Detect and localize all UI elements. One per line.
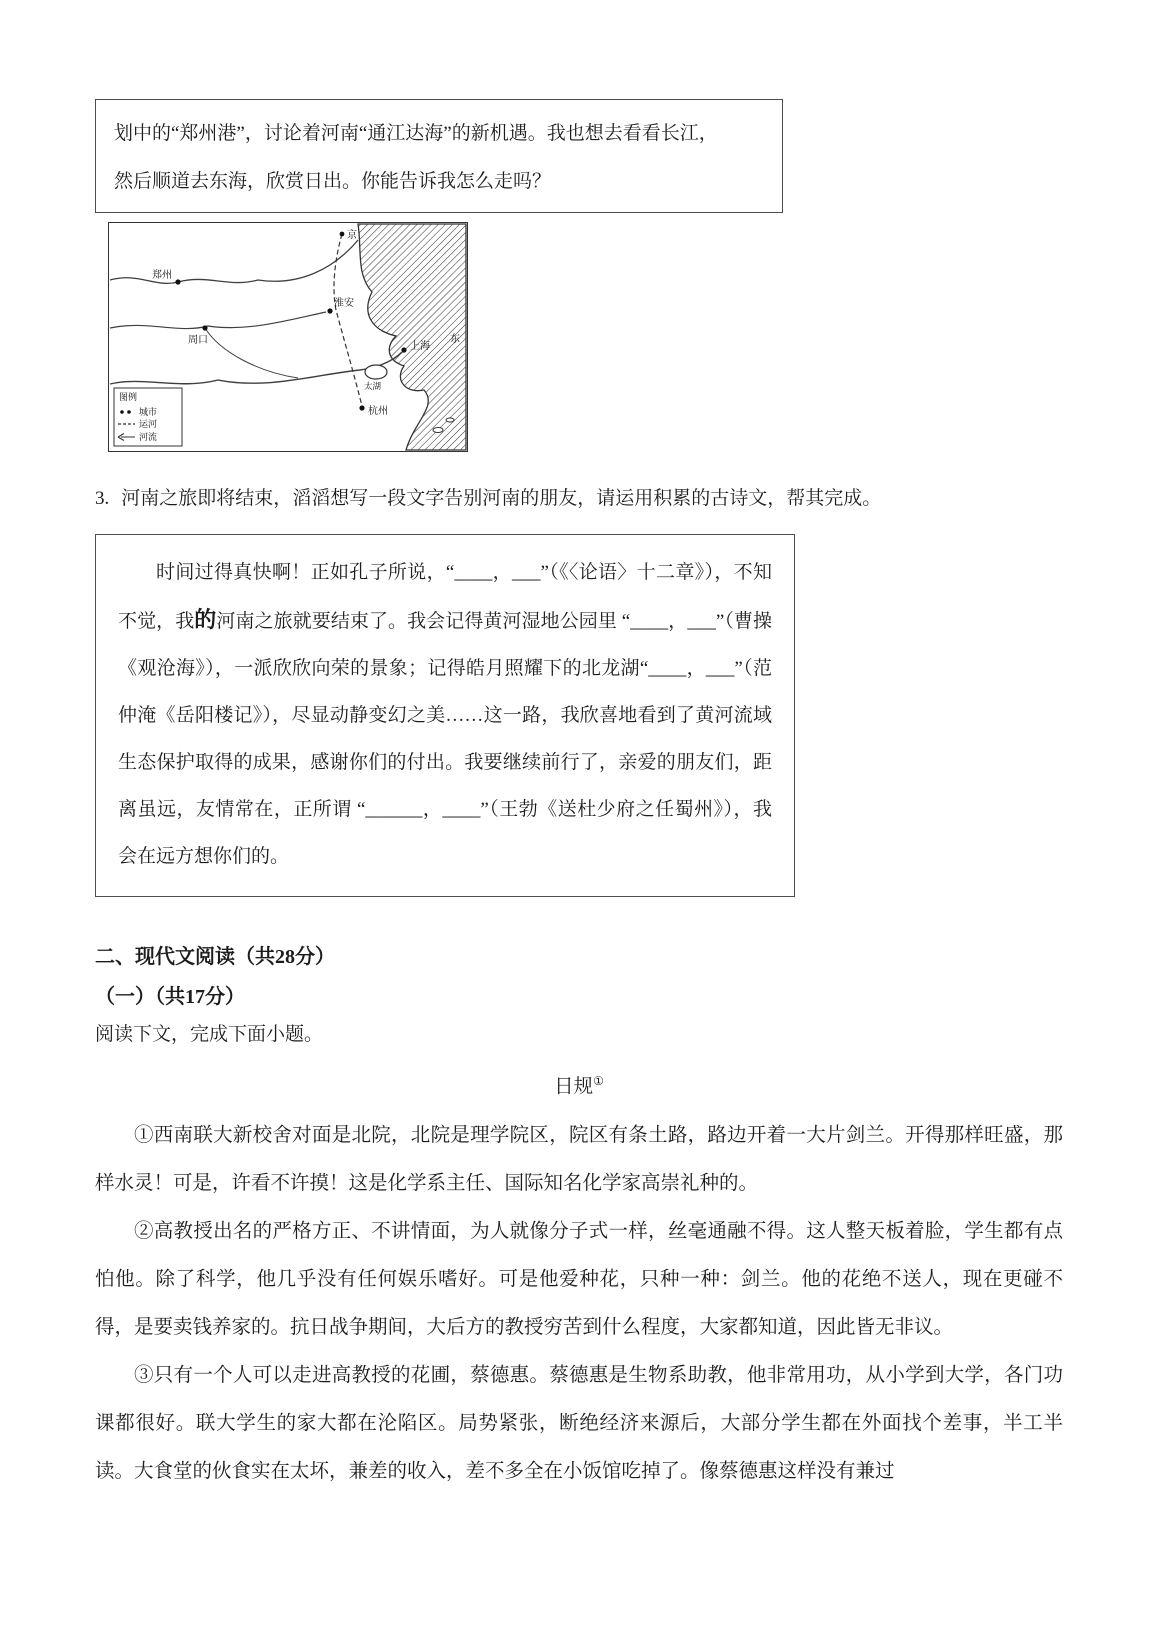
passage-paragraph: ①西南联大新校舍对面是北院，北院是理学院区，院区有条土路，路边开着一大片剑兰。开得那样旺盛，那样水灵！可是，许看不许摸！这是化学系主任、国际知名化学家高崇礼种的。	[95, 1124, 1063, 1194]
passage-paragraph: ③只有一个人可以走进高教授的花圃，蔡德惠。蔡德惠是生物系助教，他非常用功，从小学到大学，各门功课都很好。联大学生的家大都在沦陷区。局势紧张，断绝经济来源后，大部分学生都在外面找个差事，半工半读。大食堂的伙食实在太坏，兼差的收入，差不多全在小饭馆吃掉了。像蔡德惠这样没有兼过	[95, 1364, 1063, 1482]
city-dot-shanghai	[401, 347, 406, 352]
passage-paragraph: ②高教授出名的严格方正、不讲情面，为人就像分子式一样，丝毫通融不得。这人整天板着脸，学生都有点怕他。除了科学，他几乎没有任何娱乐嗜好。可是他爱种花，只种一种：剑兰。他的花绝不送人，现在更碰不得，是要卖钱养家的。抗日战争期间，大后方的教授穷苦到什么程度，大家都知道，因此皆无非议。	[95, 1220, 1063, 1338]
legend-city-symbol	[127, 410, 131, 414]
legend-city-symbol	[120, 410, 124, 414]
city-label-shanghai: 上海	[410, 341, 430, 352]
question-3	[95, 484, 1063, 514]
essay-title-text: 日规	[554, 1076, 594, 1098]
city-label-zhengzhou: 郑州	[152, 270, 172, 281]
farewell-bold-char: 的	[194, 607, 217, 632]
legend-box	[114, 388, 182, 446]
city-dot-jing	[340, 232, 345, 237]
city-dot-huaian	[327, 308, 332, 313]
section-sub-heading: （一）（共17分）	[95, 986, 245, 1008]
map-svg	[108, 222, 468, 452]
city-label-jing: 京	[347, 230, 357, 241]
question-number: 3.	[95, 488, 110, 509]
farewell-text	[118, 549, 772, 880]
city-dot-zhengzhou	[175, 279, 180, 284]
dialogue-line: 然后顺道去东海，欣赏日出。你能告诉我怎么走吗？	[114, 171, 552, 192]
dialogue-box	[95, 99, 783, 213]
essay-title	[95, 1057, 1063, 1112]
island	[433, 428, 443, 433]
city-dot-zhoukou	[202, 325, 207, 330]
legend-title: 图例	[119, 392, 138, 402]
legend-item-canal: 运河	[139, 419, 158, 429]
farewell-segment: 河南之旅就要结束了。我会记得黄河湿地公园里 “____，___”（曹操《观沧海》），一派欣欣向荣的景象；记得皓月照耀下的北龙湖“____，___”（范仲淹《岳阳楼记》），尽显动静变幻之美……这一路，我欣喜地看到了黄河流域生态保护取得的成果，感谢你们的付出。我要继续前行了，亲爱的朋友们，距离虽远，友情常在，正所谓 “______，____”（王勃《送杜少府之任蜀州》），我会在远方想你们的。	[118, 611, 772, 867]
farewell-box	[95, 534, 795, 897]
question-text: 河南之旅即将结束，滔滔想写一段文字告别河南的朋友，请运用积累的古诗文，帮其完成。	[121, 488, 882, 509]
city-label-hangzhou: 杭州	[368, 406, 388, 417]
island	[446, 418, 454, 422]
sea-label-dong: 东	[450, 334, 460, 345]
legend-item-river: 河流	[139, 432, 158, 442]
section-intro: 阅读下文，完成下面小题。	[95, 1024, 324, 1045]
city-dot-hangzhou	[359, 405, 364, 410]
lake-label-taihu: 太湖	[364, 381, 382, 391]
section-heading: 二、现代文阅读（共28分）	[95, 946, 335, 968]
city-label-zhoukou: 周口	[188, 335, 208, 346]
dialogue-line: 划中的“郑州港”，讨论着河南“通江达海”的新机遇。我也想去看看长江，	[114, 123, 718, 144]
farewell-segment: 时间过得真快啊！正如孔子所说，“____，___”（《〈论语〉十二章》），不知不觉，我	[118, 562, 772, 632]
legend-item-city: 城市	[139, 407, 158, 417]
lake-taihu	[365, 365, 387, 379]
map-figure	[108, 222, 468, 452]
essay-title-note: ①	[593, 1074, 604, 1088]
city-label-huaian: 淮安	[334, 298, 354, 309]
